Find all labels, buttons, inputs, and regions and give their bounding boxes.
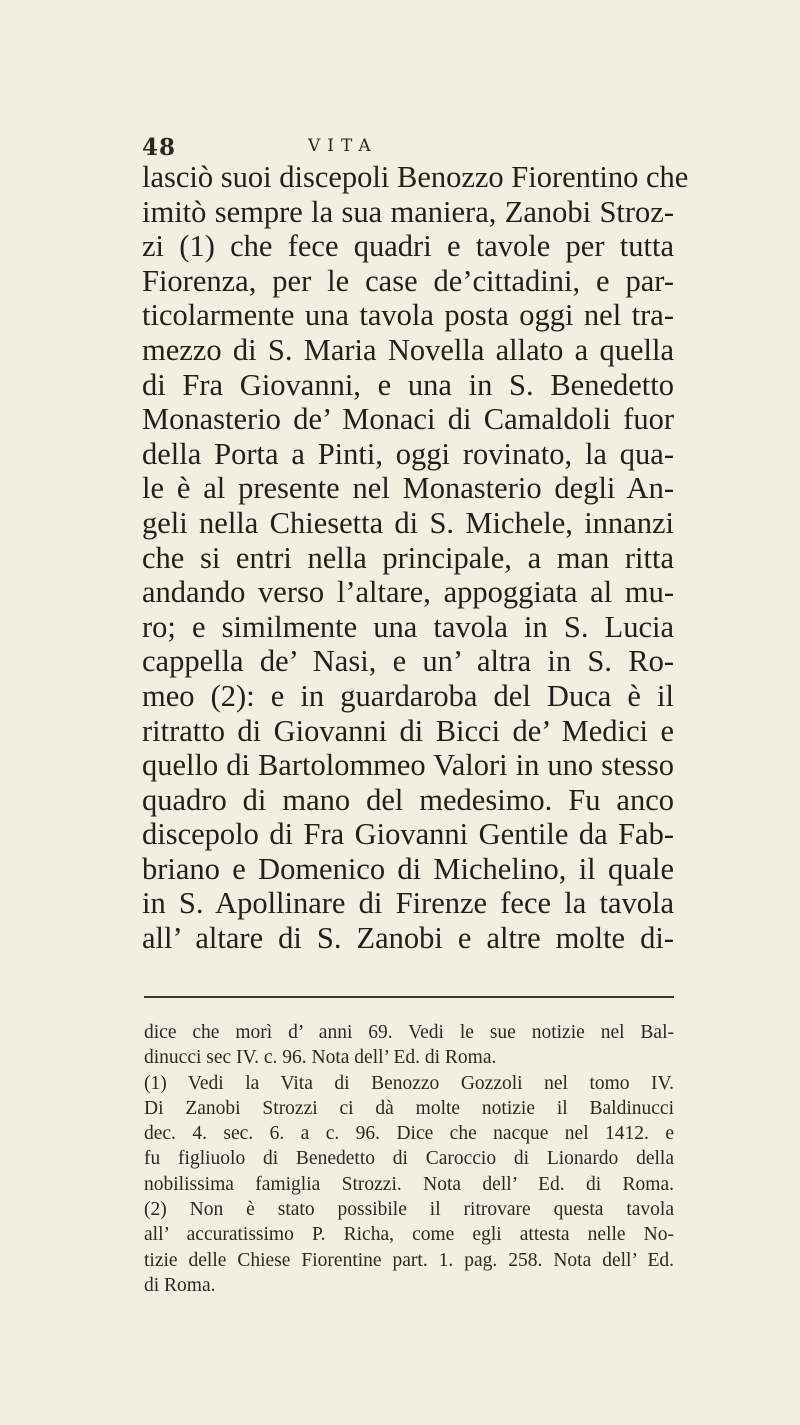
text-line: di Fra Giovanni, e una in S. Benedetto [142,367,674,402]
text-line: ro; e similmente una tavola in S. Lucia [142,609,674,644]
text-line: andando verso l’altare, appoggiata al mu- [142,575,674,610]
text-line: lasciò suoi discepoli Benozzo Fiorentino che [142,160,689,194]
running-head: VITA [308,136,378,156]
footnote-divider [144,996,674,998]
footnote-line: nobilissima famiglia Strozzi. Nota dell’ Ed. di Roma. [144,1173,674,1195]
footnote-line: Di Zanobi Strozzi ci dà molte notizie il Baldinucci [144,1097,674,1119]
text-line: discepolo di Fra Giovanni Gentile da Fab- [142,817,674,852]
text-line: ritratto di Giovanni di Bicci de’ Medici e [142,713,674,748]
text-line: Monasterio de’ Monaci di Camaldoli fuor [142,402,674,437]
footnote-line: all’ accuratissimo P. Richa, come egli attesta nelle No- [144,1224,674,1246]
footnote-line: dice che morì d’ anni 69. Vedi le sue notizie nel Bal- [144,1022,674,1043]
text-line: in S. Apollinare di Firenze fece la tavola [142,886,674,921]
footnote-line: dinucci sec IV. c. 96. Nota dell’ Ed. di Roma. [144,1047,497,1069]
footnote-line: di Roma. [144,1274,216,1296]
footnote-line: fu figliuolo di Benedetto di Caroccio di Lionardo della [144,1148,674,1170]
text-line: zi (1) che fece quadri e tavole per tutta [142,229,674,264]
text-line: all’ altare di S. Zanobi e altre molte di- [142,921,674,956]
footnote-line: (2) Non è stato possibile il ritrovare questa tavola [144,1199,674,1221]
page-number: 48 [142,134,177,161]
footnotes-block [144,1020,674,1298]
footnote-line: tizie delle Chiese Fiorentine part. 1. pag. 258. Nota dell’ Ed. [144,1249,674,1271]
text-line: Fiorenza, per le case de’cittadini, e par- [142,263,674,298]
main-text-block [142,160,689,956]
text-line: quadro di mano del medesimo. Fu anco [142,782,674,817]
footnote-line: dec. 4. sec. 6. a c. 96. Dice che nacque nel 1412. e [144,1123,674,1145]
text-line: mezzo di S. Maria Novella allato a quella [142,332,674,367]
text-line: imitò sempre la sua maniera, Zanobi Stroz- [142,194,674,229]
text-line: geli nella Chiesetta di S. Michele, innanzi [142,505,674,540]
text-line: cappella de’ Nasi, e un’ altra in S. Ro- [142,644,674,679]
text-line: ticolarmente una tavola posta oggi nel tra- [142,298,674,333]
text-line: della Porta a Pinti, oggi rovinato, la qua- [142,436,674,471]
text-line: briano e Domenico di Michelino, il quale [142,851,674,886]
text-line: meo (2): e in guardaroba del Duca è il [142,678,674,713]
text-line: quello di Bartolommeo Valori in uno stesso [142,748,674,783]
footnote-line: (1) Vedi la Vita di Benozzo Gozzoli nel tomo IV. [144,1072,674,1094]
text-line: che si entri nella principale, a man ritta [142,540,674,575]
text-line: le è al presente nel Monasterio degli An- [142,471,674,506]
